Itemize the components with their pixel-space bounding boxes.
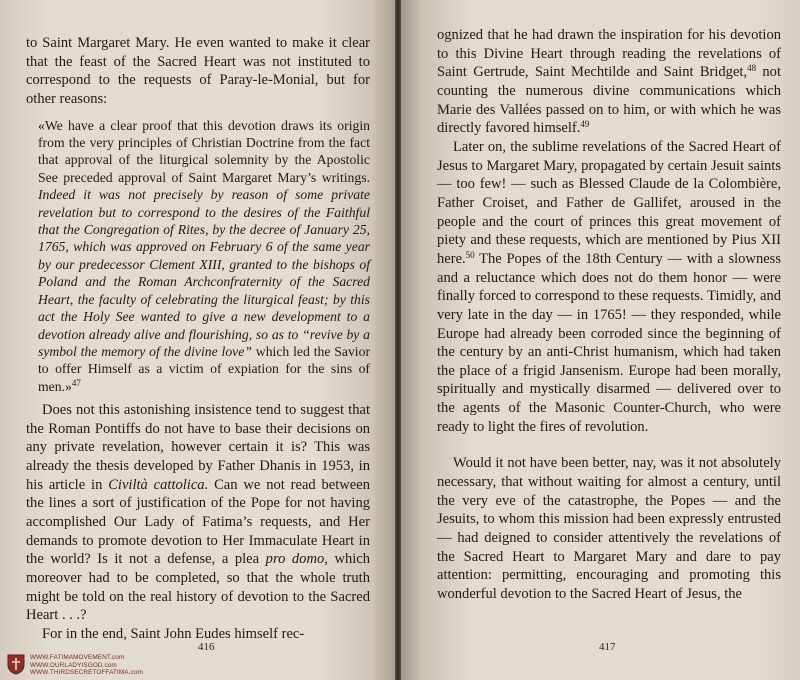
crest-logo-icon	[6, 653, 26, 675]
left-paragraph-2-part-1: Does not this astonishing insistence tend to suggest that the Roman Pontiffs do not have to base their decisions on any private revelation, however certain it is? This was already the thesis developed by Father Dhanis in 1953, in his article in	[26, 402, 370, 493]
credit-line-2: WWW.OURLADYISGOD.com	[30, 661, 117, 669]
left-text-column	[26, 34, 370, 644]
right-page	[401, 0, 800, 680]
right-paragraph-3: Would it not have been better, nay, was it not absolutely necessary, that without waiting for almost a century, until the very eve of the catastrophe, the Popes — and the Jesuits, to whom this mission had been expressly entrusted — had deigned to consider attentively the revelations of the Sacred Heart to Margaret Mary and dare to pay attention: permitting, encouraging and promoting this wonderful devotion to the Sacred Heart of Jesus, the	[437, 455, 781, 603]
left-paragraph-3: For in the end, Saint John Eudes himself rec-	[42, 626, 305, 642]
credit-line-3: WWW.THIRDSECRETOFFATIMA.com	[30, 669, 143, 677]
latin-phrase: pro domo,	[265, 551, 328, 568]
page-number-right: 417	[599, 641, 616, 653]
journal-title: Civiltà cattolica.	[108, 476, 209, 493]
right-text-column	[437, 26, 781, 604]
website-credits	[30, 654, 143, 677]
left-paragraph-2	[26, 401, 370, 625]
footnote-50: 50	[465, 249, 475, 260]
left-paragraph-2-part-2: Can we not read between the lines a sort of justification of the Pope for not having accomplished Our Lady of Fatima’s requests, and Her demands to promote devotion to Her Immaculate Heart in the world? Is it not a defense, a plea	[26, 476, 370, 568]
footnote-48: 48	[747, 63, 757, 74]
quote-part-2-italic: Indeed it was not precisely by reason of some private revelation but to correspond to the desires of the Faithful that the Congregation of Rites, by the decree of January 25, 1765, which was approved on February 6 of the same year by our predecessor Clement XIII, granted to the bishops of Poland and the Roman Archconfraternity of the Sacred Heart, the faculty of celebrating the liturgical feast; by this act the Holy See wanted to give a new development to a devotion already alive and flourishing, so as to “revive by a symbol the memory of the divine love”	[38, 187, 370, 359]
right-paragraph-2	[437, 138, 781, 437]
right-paragraph-1	[437, 26, 781, 138]
left-paragraph-1: to Saint Margaret Mary. He even wanted to make it clear that the feast of the Sacred Heart was not instituted to correspond to the requests of Paray-le-Monial, but for other reasons:	[26, 35, 370, 107]
footnote-49: 49	[580, 119, 590, 130]
left-paragraph-2-part-3: which moreover had to be completed, so that the whole truth might be told on the real history of devotion to the Sacred Heart . . .?	[26, 551, 370, 624]
encyclical-quote	[38, 117, 370, 396]
paragraph-gap	[437, 436, 781, 454]
quote-part-1: «We have a clear proof that this devotion draws its origin from the very principles of Christian Doctrine from the fact that approval of the liturgical solemnity by the Apostolic See preceded approval of Saint Margaret Mary’s writings.	[38, 117, 370, 185]
right-paragraph-1-part-2: not counting the numerous divine communications which Marie des Vallées passed on to him, or with which he was directly favored himself.	[437, 64, 781, 137]
right-paragraph-2-part-2: The Popes of the 18th Century — with a slowness and a reluctance which does not do them honor — were finally forced to correspond to these requests. Timidly, and very late in the day — in 1765! — they responded, while Europe had already been corroded since the beginning of the century by an anti-Christ humanism, which had taken the place of a frigid Jansenism. Europe had been morally, spiritually and mystically disarmed — delivered over to the agents of the Masonic Counter-Church, who were ready to light the fires of revolution.	[437, 250, 781, 435]
footnote-47: 47	[71, 377, 81, 388]
right-paragraph-1-part-1: ognized that he had drawn the inspiration for his devotion to this Divine Heart through reading the revelations of Saint Gertrude, Saint Mechtilde and Saint Bridget,	[437, 27, 781, 81]
quote-text	[38, 117, 370, 396]
left-page	[0, 0, 395, 680]
right-paragraph-2-part-1: Later on, the sublime revelations of the Sacred Heart of Jesus to Margaret Mary, propagated by certain Jesuit saints — too few! — such as Blessed Claude de la Colombière, Father Croiset, and Father de Gallifet, aroused in the people and the court of princes this great movement of piety and these requests, which are mentioned by Pius XII here.	[437, 138, 781, 267]
quote-part-3: which led the Savior to offer Himself as a victim of expiation for the sins of men.»	[38, 343, 371, 394]
page-number-left: 416	[198, 641, 215, 653]
credit-line-1: WWW.FATIMAMOVEMENT.com	[30, 654, 125, 662]
